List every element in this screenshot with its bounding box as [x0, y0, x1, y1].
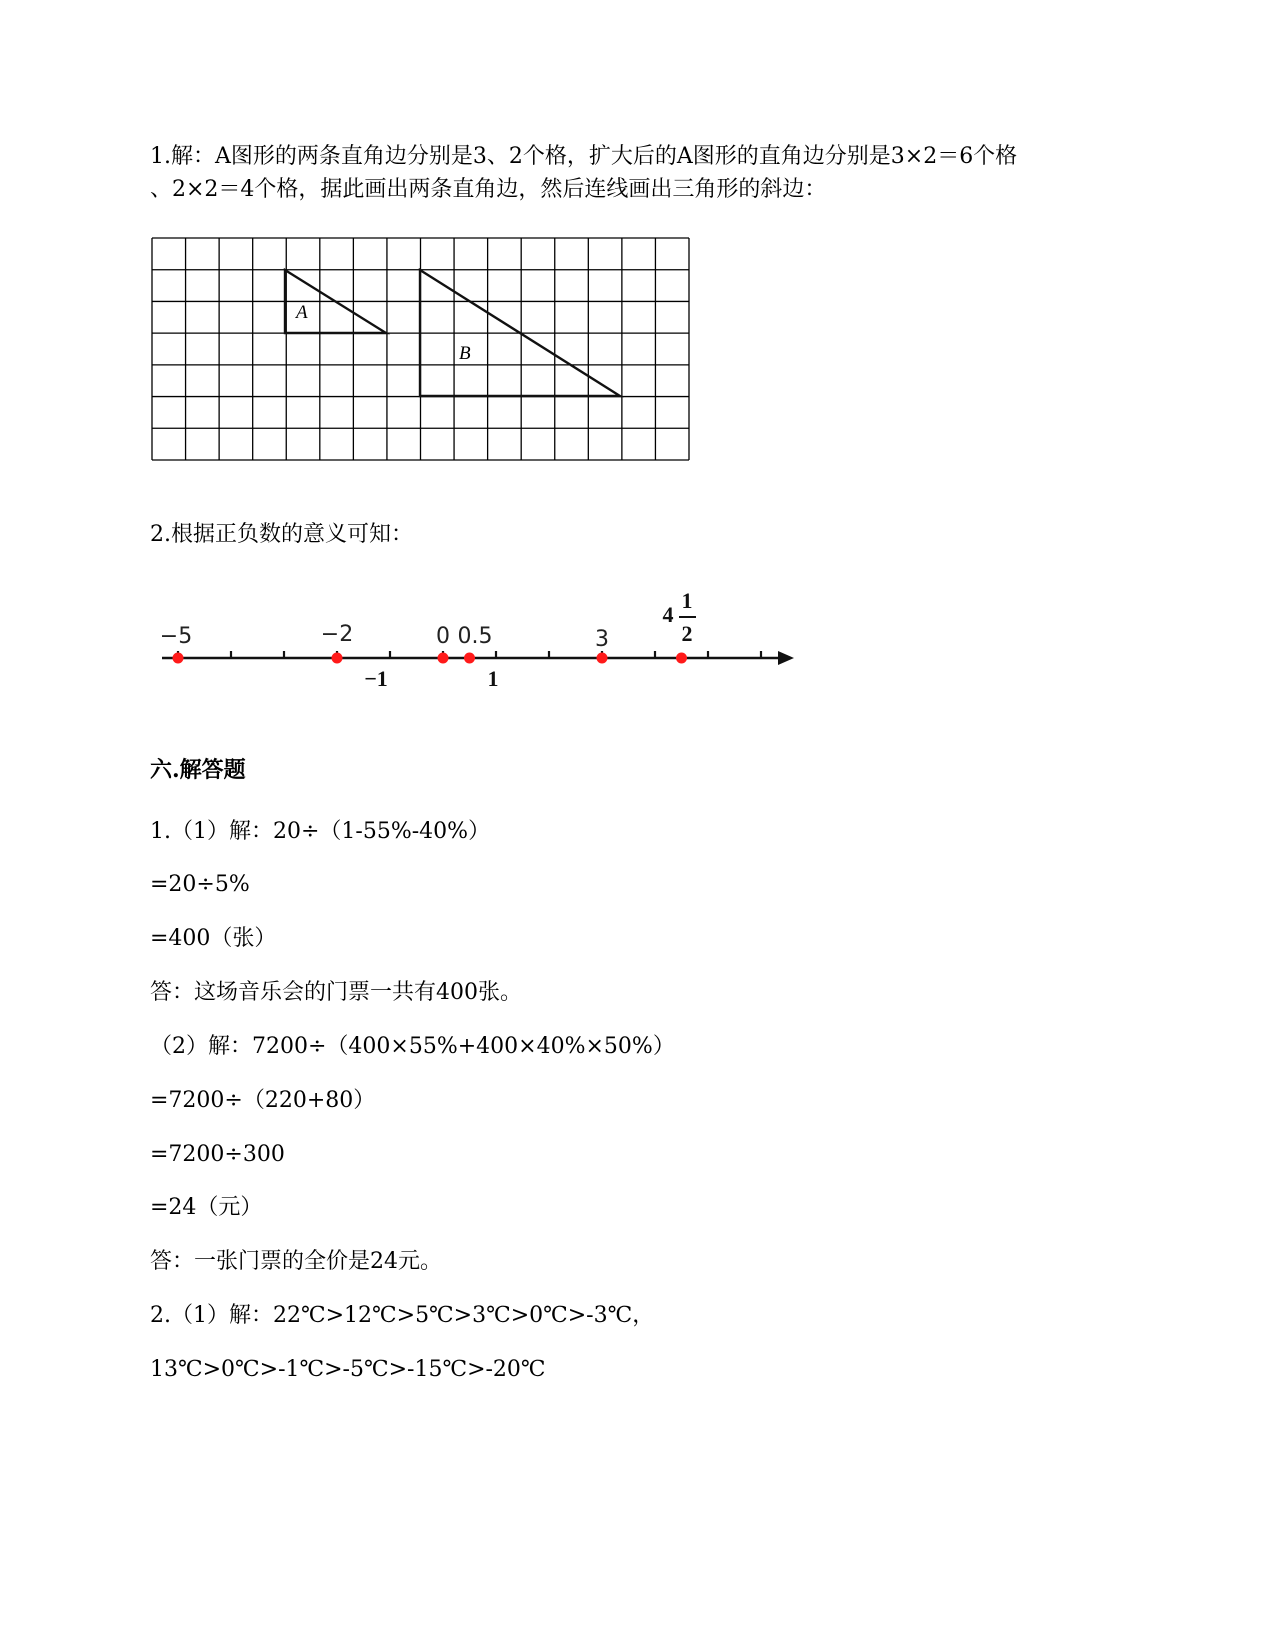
number-line-point — [332, 653, 343, 664]
label-minus-5: −5 — [159, 624, 193, 649]
s6-line-10: 2.（1）解：22℃>12℃>5℃>3℃>0℃>-3℃， — [150, 1303, 655, 1328]
triangle-b-label: B — [459, 343, 471, 364]
grid-figure — [150, 236, 710, 471]
section-6-title: 六.解答题 — [150, 757, 246, 783]
s6-line-7: =7200÷300 — [150, 1142, 285, 1167]
mixed-number-whole: 4 — [662, 602, 674, 627]
s6-line-5: （2）解：7200÷（400×55%+400×40%×50%） — [150, 1034, 675, 1059]
number-line-point — [597, 653, 608, 664]
s6-line-8: =24（元） — [150, 1195, 263, 1220]
label-minus-1: −1 — [364, 666, 388, 691]
mixed-number-numerator: 1 — [681, 588, 693, 613]
label-one: 1 — [487, 666, 499, 691]
s6-line-11: 13℃>0℃>-1℃>-5℃>-15℃>-20℃ — [150, 1357, 546, 1382]
s6-line-6: =7200÷（220+80） — [150, 1088, 376, 1113]
mixed-number-denominator: 2 — [681, 621, 693, 646]
number-line-figure — [160, 580, 820, 710]
s6-line-2: =20÷5% — [150, 872, 250, 897]
q2-text-line-1: 2.根据正负数的意义可知： — [150, 522, 413, 547]
label-zero-point-five: 0.5 — [457, 624, 493, 649]
number-line-point — [676, 653, 687, 664]
number-line-point — [438, 653, 449, 664]
number-line-point — [464, 653, 475, 664]
q1-text-line-2: 、2×2＝4个格，据此画出两条直角边，然后连线画出三角形的斜边： — [150, 177, 827, 202]
label-three: 3 — [595, 627, 609, 652]
s6-line-4: 答：这场音乐会的门票一共有400张。 — [150, 980, 522, 1005]
s6-line-3: =400（张） — [150, 926, 277, 951]
number-line-arrow — [778, 651, 794, 665]
s6-line-1: 1.（1）解：20÷（1-55%-40%） — [150, 819, 491, 844]
s6-line-9: 答：一张门票的全价是24元。 — [150, 1249, 442, 1274]
label-minus-2: −2 — [320, 622, 354, 647]
triangle-a-label: A — [296, 302, 308, 323]
number-line-point — [173, 653, 184, 664]
q1-text-line-1: 1.解：A图形的两条直角边分别是3、2个格，扩大后的A图形的直角边分别是3×2＝6个格 — [150, 144, 1018, 169]
label-zero: 0 — [436, 624, 450, 649]
